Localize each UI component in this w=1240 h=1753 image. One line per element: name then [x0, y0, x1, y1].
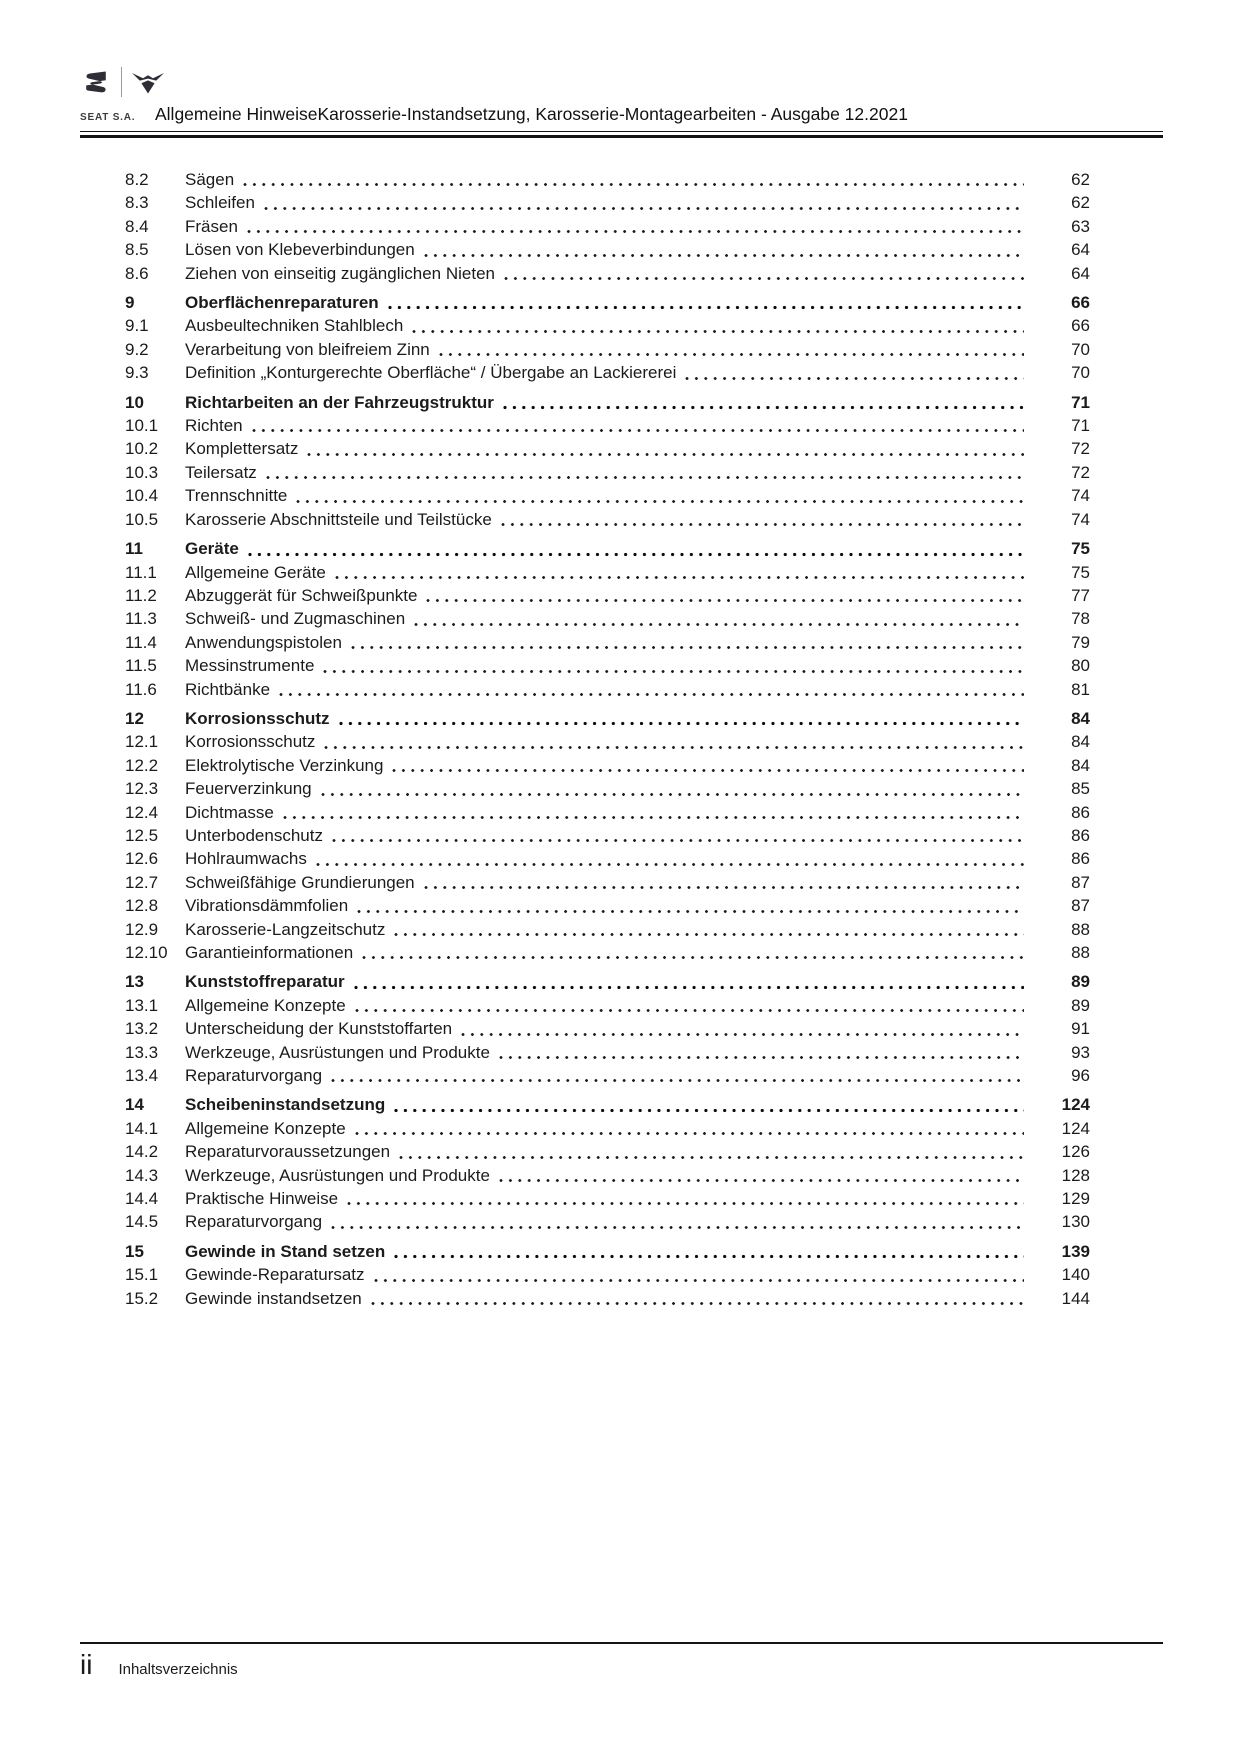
toc-entry-title: Ausbeultechniken Stahlblech — [185, 316, 404, 336]
toc-entry-page: 84 — [1071, 732, 1090, 752]
toc-entry-number: 14.1 — [125, 1118, 159, 1138]
toc-entry-page: 84 — [1071, 708, 1090, 728]
toc-entry[interactable] — [125, 314, 1090, 337]
toc-entry-number: 9.2 — [125, 339, 149, 359]
toc-entry-number: 15.1 — [125, 1265, 159, 1285]
toc-entry-page: 140 — [1061, 1265, 1090, 1285]
toc-entry[interactable] — [125, 1041, 1090, 1064]
toc-dot-leader — [355, 1131, 1024, 1136]
toc-entry[interactable] — [125, 1287, 1090, 1310]
toc-list — [125, 168, 1090, 1310]
toc-entry-page: 124 — [1061, 1095, 1090, 1115]
toc-dot-leader — [461, 1032, 1024, 1037]
toc-entry-page: 126 — [1061, 1142, 1090, 1162]
toc-entry[interactable] — [125, 754, 1090, 777]
toc-dot-leader — [307, 452, 1024, 457]
toc-entry-page: 71 — [1071, 392, 1090, 412]
toc-entry-title: Unterbodenschutz — [185, 825, 323, 845]
toc-dot-leader — [355, 1008, 1024, 1013]
toc-entry-number: 11.5 — [125, 656, 157, 676]
toc-entry-title: Teilersatz — [185, 462, 257, 482]
toc-entry-title: Abzuggerät für Schweißpunkte — [185, 585, 418, 605]
toc-entry-title: Reparaturvorgang — [185, 1212, 323, 1232]
footer-rule — [80, 1642, 1163, 1644]
toc-entry-title: Richten — [185, 416, 243, 436]
toc-entry-number: 11.1 — [125, 562, 157, 582]
toc-dot-leader — [266, 475, 1024, 480]
toc-dot-leader — [323, 669, 1024, 674]
toc-entry-title: Allgemeine Konzepte — [185, 1118, 346, 1138]
toc-entry-number: 12.10 — [125, 943, 168, 962]
toc-dot-leader — [503, 405, 1024, 410]
toc-entry-page: 139 — [1061, 1241, 1090, 1261]
toc-entry-title: Geräte — [185, 539, 239, 559]
footer-page-number: ii — [80, 1649, 93, 1680]
toc-dot-leader — [354, 985, 1024, 990]
toc-entry[interactable] — [125, 607, 1090, 630]
brand-name: SEAT S.A. — [80, 112, 136, 123]
toc-entry-number: 15.2 — [125, 1288, 159, 1308]
toc-entry-title: Korrosionsschutz — [185, 708, 330, 728]
toc-entry-number: 8.6 — [125, 263, 149, 283]
toc-entry-title: Elektrolytische Verzinkung — [185, 755, 384, 775]
toc-dot-leader — [439, 352, 1024, 357]
toc-dot-leader — [685, 376, 1024, 381]
toc-entry-page: 71 — [1071, 416, 1090, 436]
toc-entry-page: 77 — [1071, 585, 1090, 605]
toc-entry-title: Feuerverzinkung — [185, 779, 312, 799]
toc-entry-page: 89 — [1071, 995, 1090, 1015]
toc-dot-leader — [357, 909, 1024, 914]
toc-entry-title: Allgemeine Geräte — [185, 562, 326, 582]
toc-entry-page: 70 — [1071, 363, 1090, 383]
toc-dot-leader — [351, 645, 1024, 650]
toc-entry-page: 70 — [1071, 339, 1090, 359]
toc-entry-title: Garantieinformationen — [185, 943, 354, 962]
toc-entry[interactable] — [125, 414, 1090, 437]
toc-dot-leader — [283, 815, 1024, 820]
toc-entry-number: 12.7 — [125, 872, 159, 892]
toc-entry[interactable] — [125, 215, 1090, 238]
toc-entry-title: Richtarbeiten an der Fahrzeugstruktur — [185, 392, 494, 412]
toc-entry-title: Karosserie Abschnittsteile und Teilstücke — [185, 509, 492, 529]
toc-entry[interactable] — [125, 338, 1090, 361]
toc-dot-leader — [316, 862, 1024, 867]
toc-entry[interactable] — [125, 1093, 1090, 1116]
toc-entry-page: 93 — [1071, 1042, 1090, 1062]
toc-entry-number: 13.4 — [125, 1066, 159, 1086]
toc-entry-number: 11.3 — [125, 609, 157, 629]
toc-entry-page: 85 — [1071, 779, 1090, 799]
toc-dot-leader — [321, 792, 1024, 797]
toc-entry-page: 88 — [1071, 943, 1090, 962]
toc-entry-number: 14.5 — [125, 1212, 159, 1232]
toc-entry-number: 8.2 — [125, 170, 149, 189]
toc-entry-page: 74 — [1071, 486, 1090, 506]
toc-entry-page: 86 — [1071, 802, 1090, 822]
toc-entry-page: 87 — [1071, 896, 1090, 916]
toc-dot-leader — [426, 598, 1024, 603]
toc-entry[interactable] — [125, 537, 1090, 560]
toc-entry[interactable] — [125, 262, 1090, 285]
toc-dot-leader — [374, 1278, 1024, 1283]
toc-entry[interactable] — [125, 1210, 1090, 1233]
toc-dot-leader — [412, 329, 1024, 334]
toc-entry[interactable] — [125, 1064, 1090, 1087]
toc-entry-number: 11.4 — [125, 632, 157, 652]
page-footer — [80, 1642, 1163, 1681]
toc-entry-page: 79 — [1071, 632, 1090, 652]
toc-entry-page: 66 — [1071, 316, 1090, 336]
toc-entry-page: 72 — [1071, 439, 1090, 459]
toc-entry[interactable] — [125, 654, 1090, 677]
toc-entry[interactable] — [125, 361, 1090, 384]
toc-entry[interactable] — [125, 707, 1090, 730]
toc-entry[interactable] — [125, 994, 1090, 1017]
toc-entry-page: 84 — [1071, 755, 1090, 775]
toc-dot-leader — [339, 721, 1024, 726]
toc-dot-leader — [499, 1178, 1024, 1183]
toc-dot-leader — [248, 552, 1024, 557]
toc-entry-page: 87 — [1071, 872, 1090, 892]
toc-entry-number: 13.2 — [125, 1019, 159, 1039]
toc-entry-page: 144 — [1061, 1288, 1090, 1308]
toc-entry-title: Werkzeuge, Ausrüstungen und Produkte — [185, 1042, 490, 1062]
toc-entry-number: 13.3 — [125, 1042, 159, 1062]
toc-dot-leader — [279, 692, 1024, 697]
brand-logos — [80, 64, 1163, 100]
toc-entry[interactable] — [125, 1017, 1090, 1040]
toc-entry-number: 11 — [125, 539, 143, 559]
toc-entry-number: 15 — [125, 1241, 144, 1261]
toc-dot-leader — [414, 622, 1024, 627]
toc-entry-page: 86 — [1071, 849, 1090, 869]
toc-entry-title: Oberflächenreparaturen — [185, 293, 379, 313]
toc-entry-number: 10 — [125, 392, 144, 412]
toc-entry-title: Gewinde in Stand setzen — [185, 1241, 386, 1261]
toc-entry[interactable] — [125, 941, 1090, 964]
toc-entry[interactable] — [125, 678, 1090, 701]
toc-dot-leader — [394, 1254, 1024, 1259]
toc-entry[interactable] — [125, 191, 1090, 214]
toc-entry-page: 129 — [1061, 1189, 1090, 1209]
toc-entry-page: 96 — [1071, 1066, 1090, 1086]
toc-dot-leader — [264, 206, 1024, 211]
toc-entry[interactable] — [125, 437, 1090, 460]
toc-entry[interactable] — [125, 561, 1090, 584]
toc-entry-title: Anwendungspistolen — [185, 632, 342, 652]
toc-entry[interactable] — [125, 1140, 1090, 1163]
toc-entry-number: 12.1 — [125, 732, 159, 752]
toc-entry-number: 12.9 — [125, 919, 159, 939]
toc-entry[interactable] — [125, 168, 1090, 191]
toc-dot-leader — [501, 522, 1024, 527]
toc-entry-number: 12.6 — [125, 849, 159, 869]
toc-entry-title: Schweißfähige Grundierungen — [185, 872, 415, 892]
toc-entry-page: 88 — [1071, 919, 1090, 939]
toc-entry-title: Messinstrumente — [185, 656, 315, 676]
toc-entry-title: Ziehen von einseitig zugänglichen Nieten — [185, 263, 495, 283]
toc-entry[interactable] — [125, 584, 1090, 607]
toc-entry[interactable] — [125, 847, 1090, 870]
toc-entry-title: Praktische Hinweise — [185, 1189, 339, 1209]
toc-entry[interactable] — [125, 1164, 1090, 1187]
toc-entry-page: 75 — [1071, 539, 1090, 559]
toc-entry-page: 63 — [1071, 216, 1090, 236]
toc-entry-number: 14.2 — [125, 1142, 159, 1162]
toc-entry-title: Verarbeitung von bleifreiem Zinn — [185, 339, 430, 359]
toc-entry-number: 8.4 — [125, 216, 149, 236]
toc-entry-number: 9 — [125, 293, 135, 313]
toc-entry[interactable] — [125, 1240, 1090, 1263]
toc-entry[interactable] — [125, 894, 1090, 917]
toc-dot-leader — [388, 305, 1024, 310]
toc-entry-page: 62 — [1071, 193, 1090, 213]
toc-entry-page: 72 — [1071, 462, 1090, 482]
toc-dot-leader — [362, 955, 1024, 960]
toc-entry-page: 124 — [1061, 1118, 1090, 1138]
toc-dot-leader — [424, 253, 1024, 258]
footer-section-label: Inhaltsverzeichnis — [118, 1661, 238, 1678]
toc-entry-number: 12 — [125, 708, 144, 728]
toc-entry-number: 12.3 — [125, 779, 159, 799]
toc-entry-number: 9.1 — [125, 316, 149, 336]
toc-entry[interactable] — [125, 824, 1090, 847]
toc-entry[interactable] — [125, 777, 1090, 800]
toc-dot-leader — [347, 1201, 1024, 1206]
toc-entry-title: Allgemeine Konzepte — [185, 995, 346, 1015]
toc-dot-leader — [335, 575, 1024, 580]
toc-entry-title: Korrosionsschutz — [185, 732, 316, 752]
toc-entry-title: Lösen von Klebeverbindungen — [185, 240, 415, 260]
toc-entry-title: Unterscheidung der Kunststoffarten — [185, 1019, 453, 1039]
toc-entry[interactable] — [125, 238, 1090, 261]
toc-entry-page: 91 — [1071, 1019, 1090, 1039]
toc-entry[interactable] — [125, 730, 1090, 753]
toc-entry-page: 64 — [1071, 240, 1090, 260]
toc-dot-leader — [499, 1055, 1024, 1060]
toc-entry-number: 12.5 — [125, 825, 159, 845]
toc-entry-number: 12.2 — [125, 755, 159, 775]
toc-entry-number: 12.4 — [125, 802, 159, 822]
toc-entry-title: Gewinde-Reparatursatz — [185, 1265, 365, 1285]
toc-entry[interactable] — [125, 970, 1090, 993]
toc-entry-number: 14.3 — [125, 1165, 159, 1185]
toc-entry-title: Komplettersatz — [185, 439, 299, 459]
toc-entry[interactable] — [125, 461, 1090, 484]
toc-entry-number: 10.5 — [125, 509, 159, 529]
toc-entry[interactable] — [125, 871, 1090, 894]
toc-entry-title: Kunststoffreparatur — [185, 972, 345, 992]
toc-entry-number: 10.4 — [125, 486, 159, 506]
seat-logo-icon — [80, 66, 112, 98]
toc-dot-leader — [296, 499, 1024, 504]
toc-entry-title: Fräsen — [185, 216, 238, 236]
toc-entry-number: 13.1 — [125, 995, 159, 1015]
toc-entry[interactable] — [125, 631, 1090, 654]
toc-entry[interactable] — [125, 291, 1090, 314]
document-title: Allgemeine HinweiseKarosserie-Instandsetzung, Karosserie-Montagearbeiten - Ausgabe 12.2021 — [155, 104, 908, 124]
toc-entry-title: Dichtmasse — [185, 802, 274, 822]
toc-entry-page: 81 — [1071, 679, 1090, 699]
toc-entry[interactable] — [125, 508, 1090, 531]
toc-dot-leader — [324, 745, 1024, 750]
toc-entry-title: Schweiß- und Zugmaschinen — [185, 609, 406, 629]
toc-entry-title: Gewinde instandsetzen — [185, 1288, 362, 1308]
toc-entry-number: 10.1 — [125, 416, 159, 436]
toc-entry-number: 12.8 — [125, 896, 159, 916]
toc-dot-leader — [332, 838, 1024, 843]
toc-entry-number: 14 — [125, 1095, 144, 1115]
toc-dot-leader — [371, 1301, 1024, 1306]
toc-dot-leader — [399, 1155, 1024, 1160]
toc-entry[interactable] — [125, 391, 1090, 414]
toc-entry-number: 10.2 — [125, 439, 159, 459]
toc-entry-title: Hohlraumwachs — [185, 849, 307, 869]
toc-entry-page: 64 — [1071, 263, 1090, 283]
toc-entry-title: Schleifen — [185, 193, 255, 213]
toc-entry-page: 80 — [1071, 656, 1090, 676]
toc-entry-number: 14.4 — [125, 1189, 159, 1209]
toc-entry-page: 86 — [1071, 825, 1090, 845]
toc-entry-title: Karosserie-Langzeitschutz — [185, 919, 386, 939]
toc-entry-title: Vibrationsdämmfolien — [185, 896, 349, 916]
toc-entry-title: Scheibeninstandsetzung — [185, 1095, 386, 1115]
toc-entry[interactable] — [125, 918, 1090, 941]
toc-dot-leader — [392, 768, 1024, 773]
toc-dot-leader — [243, 182, 1024, 187]
toc-entry-number: 8.3 — [125, 193, 149, 213]
toc-entry-number: 11.2 — [125, 585, 157, 605]
toc-entry-page: 75 — [1071, 562, 1090, 582]
toc-entry-title: Richtbänke — [185, 679, 271, 699]
toc-dot-leader — [394, 932, 1024, 937]
toc-entry-page: 74 — [1071, 509, 1090, 529]
toc-entry-number: 13 — [125, 972, 144, 992]
toc-entry-page: 62 — [1071, 170, 1090, 189]
toc-entry[interactable] — [125, 1263, 1090, 1286]
toc-entry[interactable] — [125, 484, 1090, 507]
toc-entry-page: 89 — [1071, 972, 1090, 992]
page-header — [80, 64, 1163, 138]
toc-dot-leader — [394, 1108, 1024, 1113]
toc-entry-page: 128 — [1061, 1165, 1090, 1185]
toc-entry-title: Sägen — [185, 170, 235, 189]
toc-dot-leader — [331, 1225, 1024, 1230]
logo-divider — [121, 67, 122, 97]
header-rule-thin — [80, 131, 1163, 132]
toc-entry-title: Trennschnitte — [185, 486, 288, 506]
toc-entry[interactable] — [125, 1187, 1090, 1210]
toc-entry-title: Werkzeuge, Ausrüstungen und Produkte — [185, 1165, 490, 1185]
toc-entry-number: 10.3 — [125, 462, 159, 482]
toc-entry-number: 9.3 — [125, 363, 149, 383]
toc-entry[interactable] — [125, 801, 1090, 824]
toc-dot-leader — [331, 1078, 1024, 1083]
toc-dot-leader — [247, 229, 1024, 234]
toc-entry-title: Definition „Konturgerechte Oberfläche“ / Übergabe an Lackiererei — [185, 363, 677, 383]
toc-entry[interactable] — [125, 1117, 1090, 1140]
toc-dot-leader — [504, 276, 1024, 281]
toc-entry-number: 11.6 — [125, 679, 157, 699]
header-rule-thick — [80, 135, 1163, 138]
cupra-logo-icon — [131, 66, 165, 98]
toc-entry-page: 78 — [1071, 609, 1090, 629]
toc-dot-leader — [424, 885, 1024, 890]
toc-entry-page: 66 — [1071, 293, 1090, 313]
toc-entry-title: Reparaturvoraussetzungen — [185, 1142, 391, 1162]
toc-entry-title: Reparaturvorgang — [185, 1066, 323, 1086]
toc-entry-number: 8.5 — [125, 240, 149, 260]
toc-dot-leader — [252, 428, 1024, 433]
toc-entry-page: 130 — [1061, 1212, 1090, 1232]
